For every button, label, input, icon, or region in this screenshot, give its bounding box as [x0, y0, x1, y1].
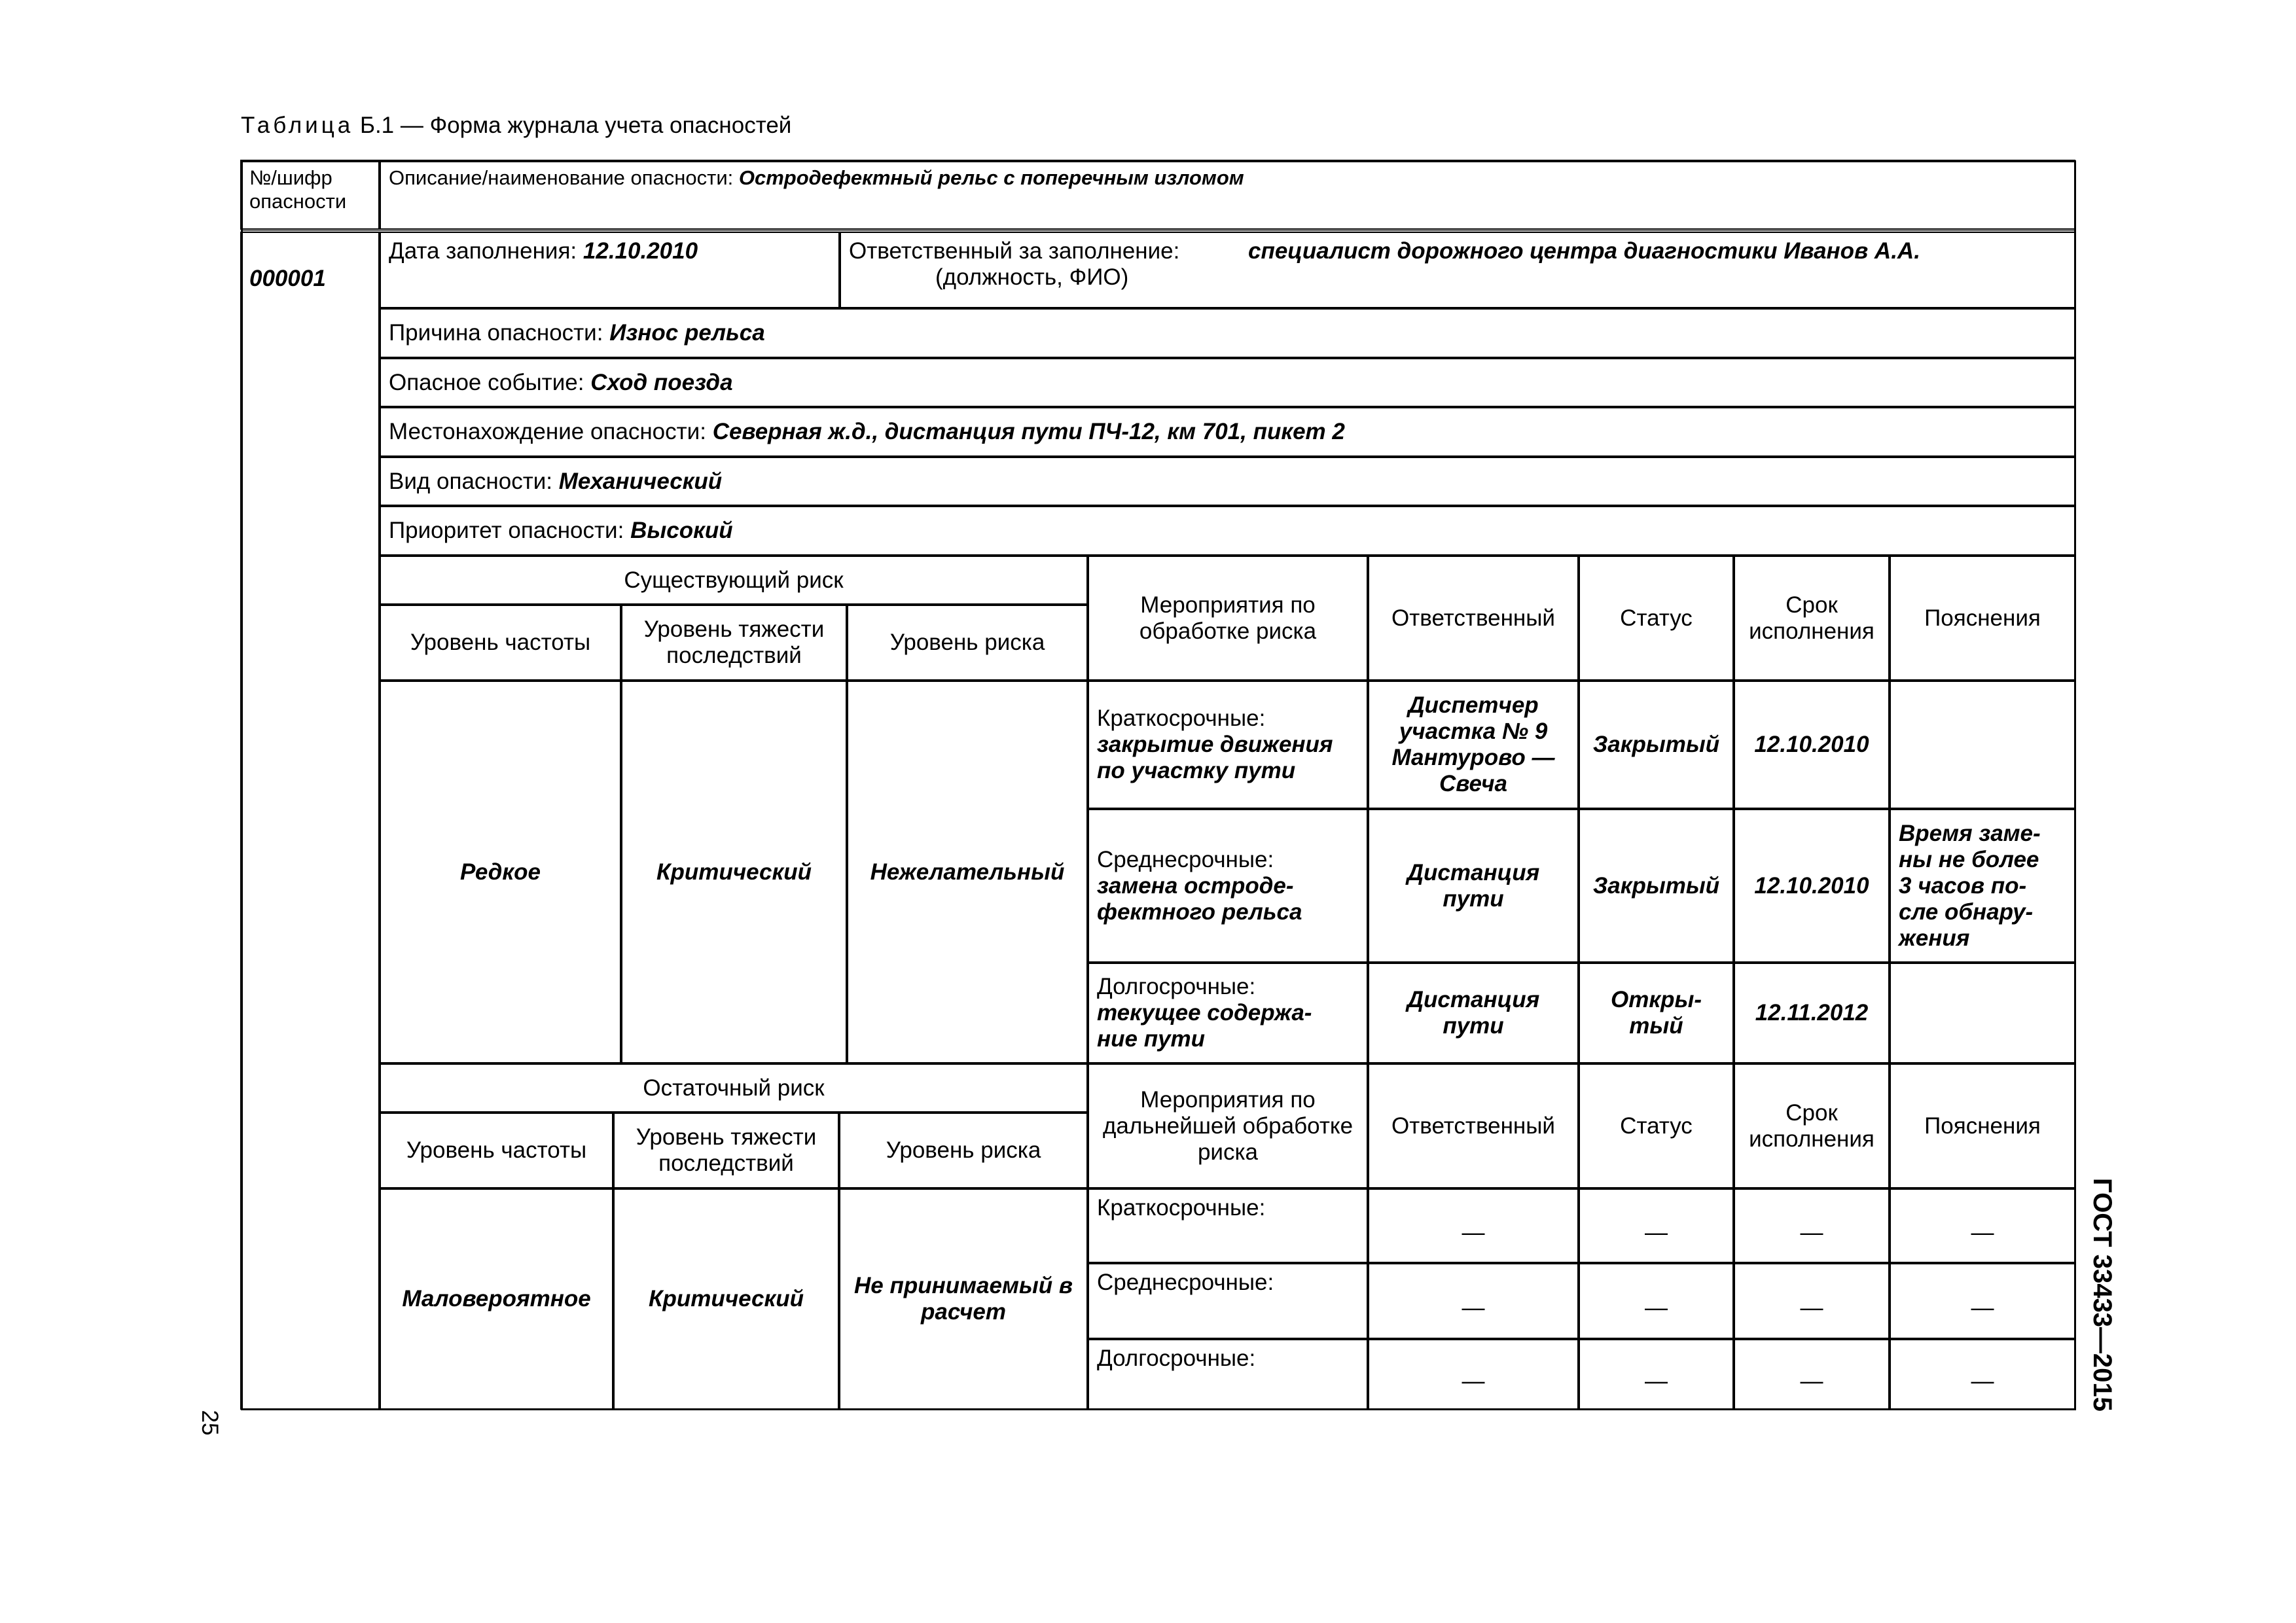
residual-notes-header: Пояснения [1890, 1063, 2075, 1188]
residual-deadline-3: — [1734, 1339, 1890, 1410]
existing-risk-level-header: Уровень риска [847, 605, 1088, 681]
priority-label: Приоритет опасности: [389, 518, 624, 543]
residual-status-1: — [1579, 1188, 1734, 1263]
type-label: Вид опасности: [389, 468, 553, 494]
location-label: Местонахождение опасности: [389, 419, 706, 444]
responsible-cell [840, 232, 2075, 308]
residual-status-3: — [1579, 1339, 1734, 1410]
residual-status-header: Статус [1579, 1063, 1734, 1188]
header-description-cell [380, 160, 2075, 230]
existing-measure-row-1 [1088, 681, 1368, 809]
existing-severity-value: Критический [621, 681, 847, 1063]
responsible-label: Ответственный за заполнение: [849, 238, 1180, 264]
existing-notes-1 [1890, 681, 2075, 809]
residual-measure-row-2: Среднесрочные: [1088, 1263, 1368, 1339]
caption-text: Б.1 — Форма журнала учета опасностей [359, 113, 792, 138]
residual-measure-row-1: Краткосрочные: [1088, 1188, 1368, 1263]
fill-date-value: 12.10.2010 [583, 238, 698, 264]
existing-status-2: Закрытый [1579, 809, 1734, 963]
existing-status-3: Откры- тый [1579, 963, 1734, 1063]
existing-measure-row-3 [1088, 963, 1368, 1063]
header-code-cell [240, 160, 380, 230]
priority-row [380, 506, 2075, 556]
existing-responsible-header: Ответственный [1368, 556, 1579, 681]
description-value: Остродефектный рельс с поперечным изломом [738, 166, 1244, 189]
existing-risk-level-value: Нежелательный [847, 681, 1088, 1063]
residual-risk-level-header: Уровень риска [839, 1113, 1088, 1188]
measure-text: замена остроде- фектного рельса [1097, 872, 1302, 925]
hazard-log-table [241, 160, 2076, 1410]
hazard-code: 000001 [249, 266, 326, 291]
existing-notes-header: Пояснения [1890, 556, 2075, 681]
residual-frequency-header: Уровень частоты [380, 1113, 613, 1188]
existing-frequency-header: Уровень частоты [380, 605, 621, 681]
existing-severity-header: Уровень тяжести последствий [621, 605, 847, 681]
measure-term: Долгосрочные: [1097, 974, 1256, 999]
existing-notes-2: Время заме- ны не более 3 часов по- сле обнару- жения [1890, 809, 2075, 963]
event-value: Сход поезда [590, 369, 733, 395]
residual-deadline-2: — [1734, 1263, 1890, 1339]
caption-prefix: Таблица [241, 113, 354, 138]
existing-measure-row-2 [1088, 809, 1368, 963]
event-row [380, 358, 2075, 407]
existing-deadline-header: Срок исполнения [1734, 556, 1890, 681]
residual-responsible-2: — [1368, 1263, 1579, 1339]
residual-measures-header: Мероприятия по дальнейшей обработке риска [1088, 1063, 1368, 1188]
type-row [380, 457, 2075, 506]
residual-responsible-1: — [1368, 1188, 1579, 1263]
residual-notes-1: — [1890, 1188, 2075, 1263]
existing-deadline-2: 12.10.2010 [1734, 809, 1890, 963]
responsible-value: специалист дорожного центра диагностики Иванов А.А. [1248, 238, 1920, 264]
residual-risk-level-value: Не принимаемый в расчет [839, 1188, 1088, 1410]
existing-measures-header: Мероприятия по обработке риска [1088, 556, 1368, 681]
responsible-sub: (должность, ФИО) [935, 264, 1129, 290]
measure-term: Краткосрочные: [1097, 705, 1266, 731]
location-value: Северная ж.д., дистанция пути ПЧ-12, км 701, пикет 2 [712, 419, 1345, 444]
existing-frequency-value: Редкое [380, 681, 621, 1063]
existing-deadline-1: 12.10.2010 [1734, 681, 1890, 809]
existing-notes-3 [1890, 963, 2075, 1063]
table-caption [241, 110, 791, 141]
type-value: Механический [558, 468, 723, 494]
existing-status-1: Закрытый [1579, 681, 1734, 809]
existing-deadline-3: 12.11.2012 [1734, 963, 1890, 1063]
existing-responsible-1: Диспетчер участка № 9 Мантурово — Свеча [1368, 681, 1579, 809]
cause-row [380, 308, 2075, 358]
residual-risk-group-header: Остаточный риск [380, 1063, 1088, 1113]
measure-text: закрытие движения по участку пути [1097, 732, 1333, 783]
residual-deadline-1: — [1734, 1188, 1890, 1263]
residual-deadline-header: Срок исполнения [1734, 1063, 1890, 1188]
measure-text: текущее содержа- ние пути [1097, 1000, 1312, 1052]
location-row [380, 407, 2075, 457]
residual-notes-3: — [1890, 1339, 2075, 1410]
residual-severity-value: Критический [613, 1188, 839, 1410]
residual-responsible-3: — [1368, 1339, 1579, 1410]
description-label: Описание/наименование опасности: [389, 166, 734, 189]
residual-notes-2: — [1890, 1263, 2075, 1339]
event-label: Опасное событие: [389, 369, 584, 395]
priority-value: Высокий [630, 518, 733, 543]
residual-status-2: — [1579, 1263, 1734, 1339]
existing-responsible-2: Дистанция пути [1368, 809, 1579, 963]
residual-measure-row-3: Долгосрочные: [1088, 1339, 1368, 1410]
cause-value: Износ рельса [609, 320, 765, 346]
page-number: 25 [197, 1410, 223, 1436]
fill-date-label: Дата заполнения: [389, 238, 577, 264]
measure-term: Среднесрочные: [1097, 846, 1274, 872]
cause-label: Причина опасности: [389, 320, 603, 346]
residual-responsible-header: Ответственный [1368, 1063, 1579, 1188]
existing-risk-group-header: Существующий риск [380, 556, 1088, 605]
residual-severity-header: Уровень тяжести последствий [613, 1113, 839, 1188]
hazard-code-cell [240, 232, 380, 1410]
residual-frequency-value: Маловероятное [380, 1188, 613, 1410]
fill-date-cell [380, 232, 840, 308]
standard-designation: ГОСТ 33433—2015 [2088, 1178, 2117, 1412]
existing-status-header: Статус [1579, 556, 1734, 681]
existing-responsible-3: Дистанция пути [1368, 963, 1579, 1063]
header-code-label: №/шифр опасности [249, 166, 347, 213]
